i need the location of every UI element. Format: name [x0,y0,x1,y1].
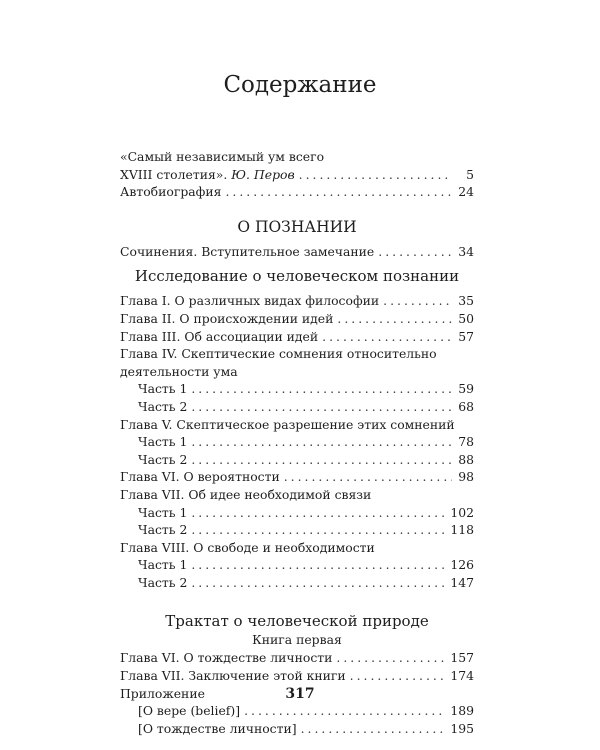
leader-dots [322,328,452,346]
toc-entry-chapter-4-part-1[interactable] [120,380,474,398]
page-number: 118 [450,522,474,538]
toc-entry-chapter-1[interactable] [120,292,474,310]
toc-entry-label: Глава III. Об ассоциации идей [120,328,319,344]
folio-page-number: 317 [285,686,315,702]
page-number: 189 [450,703,474,719]
table-of-contents [120,148,474,737]
page-number: 88 [458,451,474,467]
leader-dots [337,310,452,328]
toc-entry-works[interactable] [120,243,474,261]
toc-entry-label: Часть 2 [138,451,188,467]
toc-entry-intro-label: XVIII столетия». [120,166,228,182]
toc-entry-label: Часть 2 [138,574,188,590]
leader-dots [225,183,452,201]
leader-dots [191,433,452,451]
toc-entry-treatise-chapter-6[interactable] [120,649,474,667]
toc-entry-label: [О вере (belief)] [138,703,241,719]
subsection-heading-treatise: Трактат о человеческой природе [165,612,429,631]
leader-dots [191,556,446,574]
leader-dots [378,243,452,261]
toc-chapter-7-title: Глава VII. Об идее необходимой связи [120,486,372,502]
toc-entry-treatise-chapter-7[interactable] [120,667,474,685]
leader-dots [336,649,446,667]
toc-entry-label: Часть 2 [138,398,188,414]
toc-entry-chapter-5-part-2[interactable] [120,451,474,469]
toc-entry-label: Глава VII. Заключение этой книги [120,668,346,684]
toc-entry-label: Сочинения. Вступительное замечание [120,243,375,259]
toc-entry-label: Часть 1 [138,381,188,397]
page-number: 68 [458,398,474,414]
toc-entry-chapter-2[interactable] [120,310,474,328]
leader-dots [191,504,446,522]
page-number: 147 [450,574,474,590]
leader-dots [191,574,446,592]
toc-entry-label: Часть 1 [138,504,188,520]
page-number: 102 [450,504,474,520]
toc-entry-label: Глава II. О происхождении идей [120,310,334,326]
leader-dots [244,702,446,720]
book-heading: Книга первая [252,632,342,648]
toc-entry-label: Часть 1 [138,557,188,573]
leader-dots [383,292,452,310]
toc-entry-intro-author: Ю. Перов [231,166,295,182]
page-number: 5 [466,166,474,182]
page-number: 157 [450,650,474,666]
toc-entry-label: Глава VI. О тождестве личности [120,650,333,666]
toc-entry-chapter-7-part-2[interactable] [120,521,474,539]
page-number: 50 [458,310,474,326]
toc-entry-label: Глава VI. О вероятности [120,469,280,485]
page-number: 59 [458,381,474,397]
toc-entry-label: Автобиография [120,184,222,200]
toc-entry-chapter-3[interactable] [120,328,474,346]
toc-entry-label: Глава I. О различных видах философии [120,293,380,309]
leader-dots [299,166,452,184]
toc-intro-line1: «Самый независимый ум всего [120,149,325,164]
page-number: 24 [458,184,474,200]
toc-entry-chapter-8-part-1[interactable] [120,556,474,574]
toc-entry-label: [О тождестве личности] [138,720,297,736]
toc-entry-appendix-identity[interactable] [120,720,474,738]
toc-entry-chapter-5-part-1[interactable] [120,433,474,451]
toc-entry-intro[interactable] [120,166,474,184]
page-number: 126 [450,557,474,573]
toc-entry-chapter-4-part-2[interactable] [120,398,474,416]
leader-dots [191,398,452,416]
leader-dots [284,468,452,486]
page-number: 174 [450,668,474,684]
toc-entry-autobiography[interactable] [120,183,474,201]
leader-dots [301,720,447,738]
page-number: 98 [458,469,474,485]
toc-entry-label: Часть 1 [138,434,188,450]
leader-dots [191,451,452,469]
toc-appendix-heading: Приложение [120,685,205,701]
toc-entry-chapter-7-part-1[interactable] [120,504,474,522]
leader-dots [191,380,452,398]
leader-dots [191,521,446,539]
toc-entry-appendix-belief[interactable] [120,702,474,720]
toc-chapter-4-title-line2: деятельности ума [120,363,238,379]
subsection-heading-inquiry: Исследование о человеческом познании [134,267,460,286]
toc-entry-chapter-6[interactable] [120,468,474,486]
page-title: Содержание [223,72,377,98]
toc-chapter-8-title: Глава VIII. О свободе и необходимости [120,539,375,555]
leader-dots [350,667,447,685]
toc-chapter-4-title-line1: Глава IV. Скептические сомнения относительно [120,346,437,362]
toc-entry-label: Часть 2 [138,522,188,538]
toc-chapter-5-title: Глава V. Скептическое разрешение этих сомнений [120,416,455,432]
page-number: 78 [458,434,474,450]
page-number: 57 [458,328,474,344]
page-number: 195 [450,720,474,736]
page-number: 34 [458,243,474,259]
page-number: 35 [458,293,474,309]
toc-entry-chapter-8-part-2[interactable] [120,574,474,592]
section-heading-knowledge: О ПОЗНАНИИ [237,217,357,236]
